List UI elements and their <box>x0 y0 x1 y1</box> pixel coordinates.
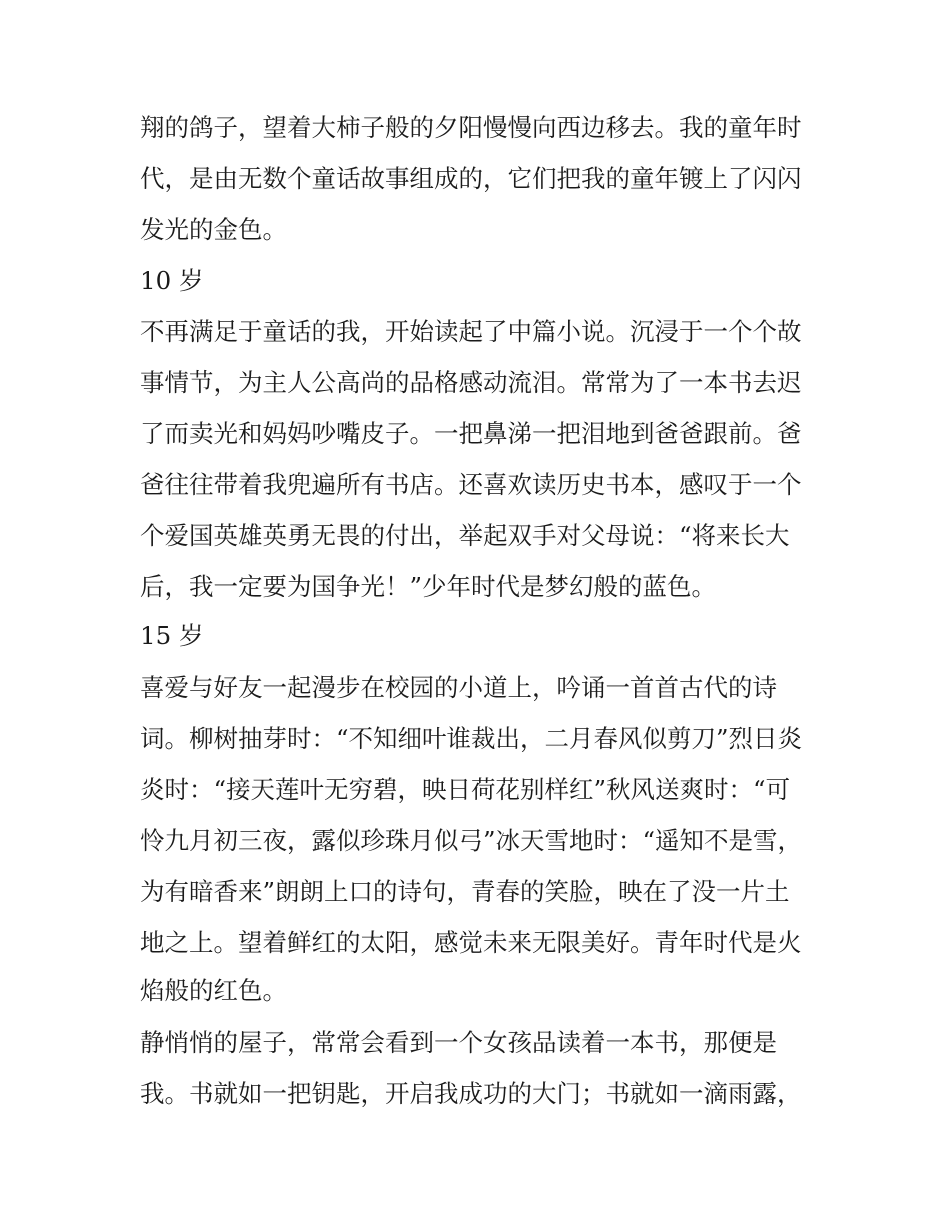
text-line: 词。柳树抽芽时：“不知细叶谁裁出，二月春风似剪刀”烈日炎 <box>140 724 803 753</box>
text-line: 喜爱与好友一起漫步在校园的小道上，吟诵一首首古代的诗 <box>140 673 777 702</box>
text-line: 后，我一定要为国争光！”少年时代是梦幻般的蓝色。 <box>140 572 717 601</box>
text-line: 爸往往带着我兜遍所有书店。还喜欢读历史书本，感叹于一个 <box>140 470 802 499</box>
text-line: 事情节，为主人公高尚的品格感动流泪。常常为了一本书去迟 <box>140 368 802 397</box>
text-line: 个爱国英雄英勇无畏的付出，举起双手对父母说：“将来长大 <box>140 521 790 550</box>
text-line: 不再满足于童话的我，开始读起了中篇小说。沉浸于一个个故 <box>140 317 802 346</box>
text-line: 怜九月初三夜，露似珍珠月似弓”冰天雪地时：“遥知不是雪， <box>140 826 803 855</box>
age-heading-15: 15 岁 <box>140 621 204 650</box>
text-line: 静悄悄的屋子，常常会看到一个女孩品读着一本书，那便是 <box>140 1028 777 1057</box>
text-line: 为有暗香来”朗朗上口的诗句，青春的笑脸，映在了没一片土 <box>140 877 790 906</box>
text-line: 炎时：“接天莲叶无穷碧，映日荷花别样红”秋风送爽时：“可 <box>140 775 791 804</box>
age-heading-10: 10 岁 <box>140 266 204 295</box>
text-line: 我。书就如一把钥匙，开启我成功的大门；书就如一滴雨露， <box>140 1079 802 1108</box>
text-line: 地之上。望着鲜红的太阳，感觉未来无限美好。青年时代是火 <box>140 928 802 957</box>
text-line: 焰般的红色。 <box>140 976 287 1005</box>
text-line: 了而卖光和妈妈吵嘴皮子。一把鼻涕一把泪地到爸爸跟前。爸 <box>140 419 802 448</box>
text-line: 翔的鸽子，望着大柿子般的夕阳慢慢向西边移去。我的童年时 <box>140 113 802 142</box>
text-line: 发光的金色。 <box>140 215 287 244</box>
text-line: 代，是由无数个童话故事组成的，它们把我的童年镀上了闪闪 <box>140 164 802 193</box>
